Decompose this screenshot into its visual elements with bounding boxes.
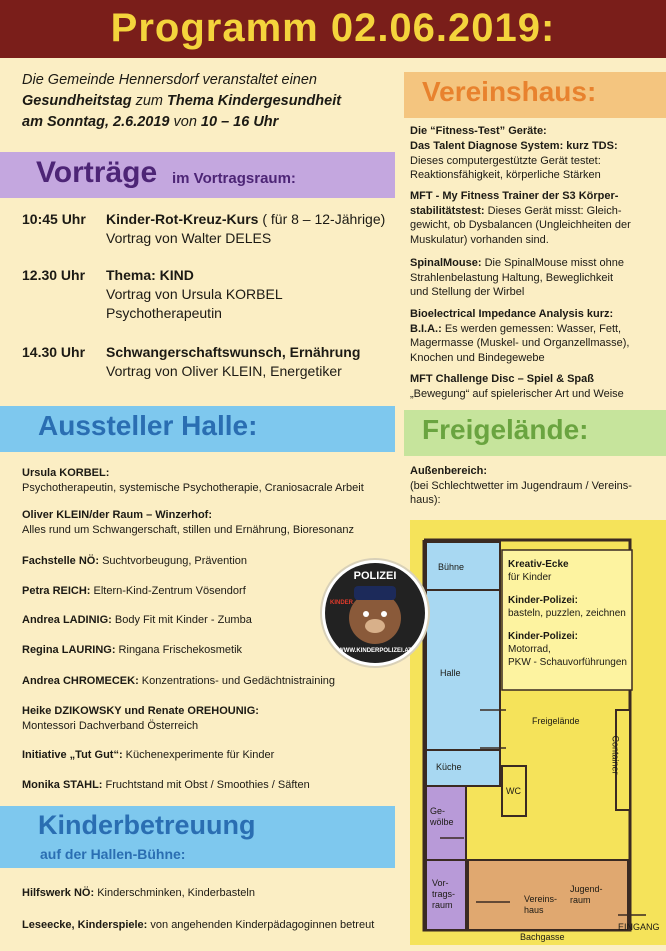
talk-item [22, 343, 402, 385]
kinderbetreuung-subtitle: auf der Hallen-Bühne: [40, 846, 186, 862]
map-label-container: Container [610, 735, 621, 775]
map-label-vereinshaus: Vereins- haus [524, 894, 558, 915]
vereinshaus-block: MFT Challenge Disc – Spiel & Spaß „Bewegung“ auf spielerischer Art und Weise [410, 373, 624, 400]
vereinshaus-block: MFT - My Fitness Trainer der S3 Körper- stabilitätstest: Dieses Gerät misst: Gleich- gewicht, ob Dysbalancen (Ungleichheiten der Muskulatur) vorhanden sind. [410, 190, 631, 246]
talk-time: 14.30 Uhr [22, 344, 86, 360]
exhibitor-item: Initiative „Tut Gut“: Küchenexperimente für Kinder [22, 749, 275, 761]
freigelaende-band [404, 410, 666, 456]
badge-url: WWW.KINDERPOLIZEI.AT [338, 648, 412, 654]
aussenbereich-text: Außenbereich: (bei Schlechtwetter im Jugendraum / Vereins-haus): [410, 465, 632, 506]
vereinshaus-title: Vereinshaus: [422, 76, 597, 107]
freigelaende-title: Freigelände: [422, 414, 589, 445]
map-label-kueche: Küche [436, 762, 462, 772]
talk-line: Vortrag von Ursula KORBEL [106, 286, 283, 302]
map-label-freigelaende: Freigelände [532, 716, 580, 726]
vereinshaus-block: SpinalMouse: Die SpinalMouse misst ohne Strahlenbelastung Haltung, Beweglichkeit und Stellung der Wirbel [410, 257, 624, 298]
map-info-text: Kreativ-Ecke für Kinder Kinder-Polizei: basteln, puzzlen, zeichnen Kinder-Polizei: Motorrad, PKW - Schauvorführungen [508, 559, 627, 668]
exhibitor-item: Regina LAURING: Ringana Frischekosmetik [22, 644, 243, 656]
exhibitor-item: Andrea LADINIG: Body Fit mit Kinder - Zumba [22, 614, 252, 626]
talk-line: Vortrag von Oliver KLEIN, Energetiker [106, 363, 342, 379]
talk-title: Schwangerschaftswunsch, Ernährung [106, 344, 361, 360]
vortraege-subtitle: im Vortragsraum: [172, 170, 296, 187]
kinderpolizei-logo [320, 558, 430, 668]
vereinshaus-block: Das Talent Diagnose System: kurz TDS: Dieses computergestützte Gerät testet: Reaktionsfähigkeit, körperliche Stärken [410, 140, 618, 181]
exhibitor-item: Petra REICH: Eltern-Kind-Zentrum Vösendorf [22, 585, 246, 597]
map-label-halle: Halle [440, 668, 461, 678]
map-label-bachgasse: Bachgasse [520, 932, 565, 942]
site-map [410, 520, 666, 945]
talk-line: Vortrag von Walter DELES [106, 230, 272, 246]
map-label-vortragsraum: Vor- trags- raum [432, 878, 456, 910]
talk-line: Psychotherapeutin [106, 305, 222, 321]
exhibitor-item: Ursula KORBEL: Psychotherapeutin, systemische Psychotherapie, Craniosacrale Arbeit [22, 467, 364, 494]
exhibitor-item: Monika STAHL: Fruchtstand mit Obst / Smoothies / Säften [22, 779, 310, 791]
talk-title: Thema: KIND [106, 267, 194, 283]
header-bar [0, 0, 666, 58]
page-title: Programm 02.06.2019: [110, 6, 556, 50]
map-label-wc: WC [506, 786, 521, 796]
intro-line-3: am Sonntag, 2.6.2019 von 10 – 16 Uhr [22, 114, 279, 130]
halle-area [426, 590, 500, 750]
exhibitor-item: Andrea CHROMECEK: Konzentrations- und Gedächtnistraining [22, 675, 336, 687]
map-label-buehne: Bühne [438, 562, 465, 572]
vereinshaus-band [404, 72, 666, 118]
kinderbetreuung-item: Hilfswerk NÖ: Kinderschminken, Kinderbasteln [22, 887, 255, 899]
vortraege-band [0, 152, 395, 198]
aussteller-band [0, 406, 395, 452]
badge-title: POLIZEI [353, 570, 397, 582]
talk-title: Kinder-Rot-Kreuz-Kurs [106, 211, 259, 227]
intro-line-2: Gesundheitstag zum Thema Kindergesundheit [22, 93, 342, 109]
exhibitor-item: Oliver KLEIN/der Raum – Winzerhof: Alles rund um Schwangerschaft, stillen und Ernährung, Bioresonanz [22, 509, 355, 536]
kinderbetreuung-band [0, 806, 395, 868]
talk-time: 12.30 Uhr [22, 267, 86, 283]
map-label-gewoelbe: Ge- wölbe [430, 806, 454, 827]
vereinshaus-block: Bioelectrical Impedance Analysis kurz: B.I.A.: Es werden gemessen: Wasser, Fett, Magermasse (Muskel- und Organzellmasse), Knochen und Bindegewebe [410, 308, 630, 364]
exhibitor-item: Fachstelle NÖ: Suchtvorbeugung, Prävention [22, 555, 248, 567]
talk-item [22, 266, 402, 326]
badge-kinder: KINDER [330, 600, 354, 606]
talk-item: 10:45 Uhr Kinder-Rot-Kreuz-Kurs ( für 8 – 12-Jährige) Vortrag von Walter DELES [22, 210, 402, 260]
vortraege-title: Vorträge [36, 156, 158, 189]
kinderbetreuung-item: Leseecke, Kinderspiele: von angehenden Kinderpädagoginnen betreut [22, 919, 375, 931]
exhibitor-item: Heike DZIKOWSKY und Renate OREHOUNIG: Montessori Dachverband Österreich [22, 705, 259, 732]
map-label-eingang: EINGANG [618, 922, 660, 932]
intro-text [22, 70, 402, 133]
aussteller-title: Aussteller Halle: [38, 410, 258, 441]
intro-line-1: Die Gemeinde Hennersdorf veranstaltet einen [22, 72, 317, 88]
talk-time: 10:45 Uhr [22, 211, 86, 227]
kinderbetreuung-title: Kinderbetreuung [38, 810, 256, 840]
map-label-jugendraum: Jugend- raum [570, 884, 603, 905]
vereinshaus-block: Die “Fitness-Test” Geräte: [410, 125, 547, 137]
